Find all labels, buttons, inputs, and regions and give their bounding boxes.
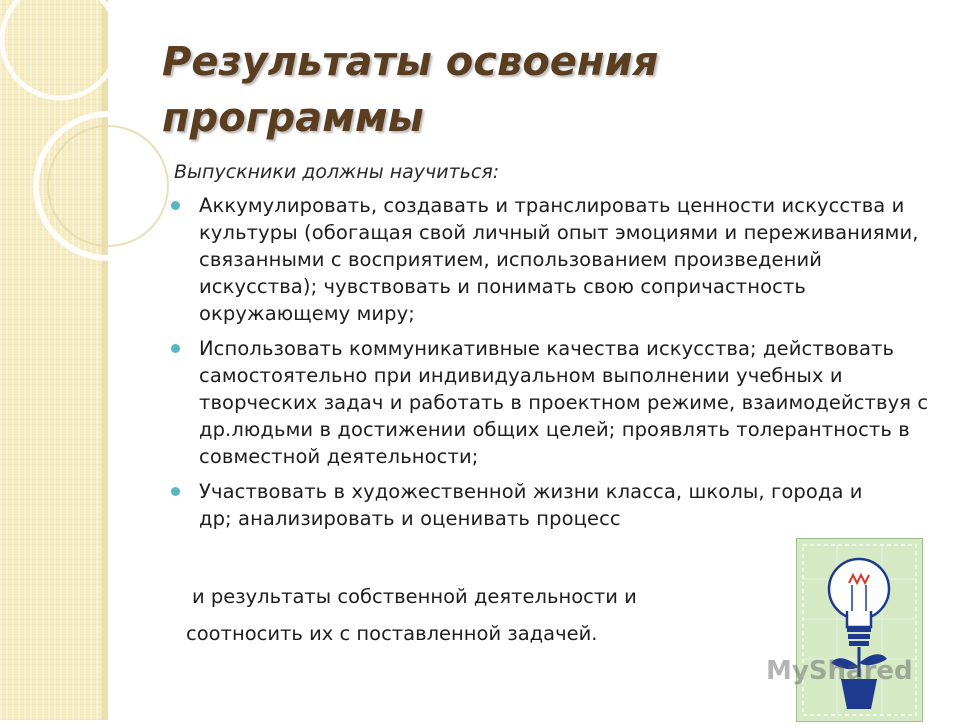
bullet-list xyxy=(168,192,938,540)
lightbulb-plant-icon xyxy=(797,539,922,721)
continuation-line: соотносить их с поставленной задачей. xyxy=(186,622,598,645)
bullet-text: Использовать коммуникативные качества искусства; действовать самостоятельно при индивидуальном выполнении учебных и творческих задач и работать в проектном режиме, взаимодействуя с др.людьми в достижении общих целей; проявлять толерантность в совместной деятельности; xyxy=(199,337,929,468)
bullet-item xyxy=(168,478,889,532)
bullet-item xyxy=(168,192,938,327)
slide-title: Результаты освоения программы xyxy=(162,39,659,141)
bullet-dot-icon xyxy=(171,487,180,496)
decorative-rings-icon xyxy=(0,0,170,300)
bullet-item xyxy=(168,335,938,470)
bullet-dot-icon xyxy=(171,201,180,210)
bullet-text: Аккумулировать, создавать и транслировать ценности искусства и культуры (обогащая свой личный опыт эмоциями и переживаниями, связанными с восприятием, использованием произведений искусства); чувствовать и понимать свою сопричастность окружающему миру; xyxy=(199,194,919,325)
continuation-line: и результаты собственной деятельности и xyxy=(192,585,637,608)
watermark-text: MyShared xyxy=(766,656,913,686)
lightbulb-image-card xyxy=(796,538,923,722)
bullet-text: Участвовать в художественной жизни класса, школы, города и др; анализировать и оценивать процесс xyxy=(199,480,863,530)
bullet-dot-icon xyxy=(171,344,180,353)
slide-subtitle: Выпускники должны научиться: xyxy=(174,161,500,183)
